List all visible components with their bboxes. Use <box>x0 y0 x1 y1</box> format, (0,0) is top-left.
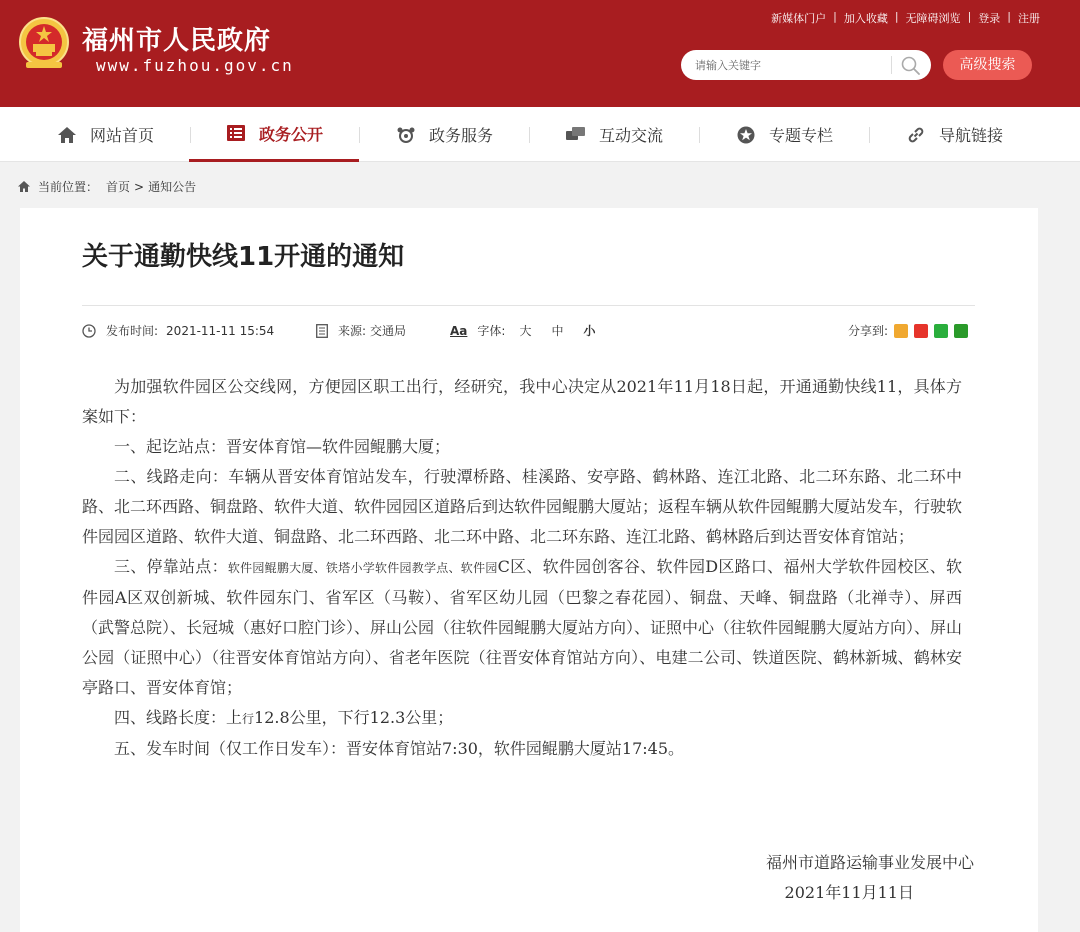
home-icon <box>18 181 30 192</box>
star-icon <box>735 126 757 144</box>
paragraph-route: 二、线路走向：车辆从晋安体育馆站发车，行驶潭桥路、桂溪路、安亭路、鹤林路、连江北路、北二环东路、北二环中路、北二环西路、铜盘路、软件大道、软件园园区道路后到达软件园鲲鹏大厦站；返程车辆从软件园鲲鹏大厦站发车，行驶软件园园区道路、软件大道、铜盘路、北二环西路、北二环中路、北二环东路、连江北路、鹤林路后到达晋安体育馆站； <box>82 467 963 546</box>
signature-date: 2021年11月11日 <box>784 883 914 902</box>
advanced-search-button[interactable]: 高级搜索 <box>943 50 1032 80</box>
share-bar: 分享到: <box>848 322 968 339</box>
main-nav <box>0 107 1080 162</box>
breadcrumb <box>18 178 196 195</box>
source-value: 交通局 <box>370 324 407 338</box>
clock-icon <box>82 324 96 338</box>
search-box <box>681 50 931 80</box>
nav-item-home[interactable] <box>20 107 190 162</box>
nav-item-government-service[interactable] <box>359 107 529 162</box>
breadcrumb-separator: > <box>134 179 145 194</box>
document-icon <box>316 324 328 338</box>
douban-share-icon[interactable] <box>954 324 968 338</box>
signature-org: 福州市道路运输事业发展中心 <box>765 853 974 872</box>
paragraph-intro: 为加强软件园区公交线网，方便园区职工出行，经研究，我中心决定从2021年11月18日起，开通通勤快线11，具体方案如下： <box>82 377 962 426</box>
wechat-share-icon[interactable] <box>934 324 948 338</box>
signature <box>766 848 974 908</box>
nav-item-special-topics[interactable] <box>699 107 869 162</box>
site-header <box>0 0 1080 107</box>
article-title: 关于通勤快线11开通的通知 <box>82 242 405 272</box>
qzone-share-icon[interactable] <box>894 324 908 338</box>
national-emblem-icon <box>18 16 70 72</box>
font-size-medium[interactable]: 中 <box>551 324 564 338</box>
search-icon[interactable] <box>900 55 922 75</box>
list-icon <box>225 124 247 142</box>
paragraph-schedule: 五、发车时间（仅工作日发车）：晋安体育馆站7:30，软件园鲲鹏大厦站17:45。 <box>114 739 685 758</box>
chat-icon <box>565 126 587 144</box>
nav-label: 导航链接 <box>938 126 1003 145</box>
nav-label: 专题专栏 <box>768 126 833 145</box>
breadcrumb-home[interactable]: 首页 <box>106 180 131 194</box>
publish-time: 发布时间: 2021-11-11 15:54 <box>82 322 274 339</box>
top-link-register[interactable]: 注册 <box>1018 12 1040 25</box>
nav-label: 互动交流 <box>598 126 663 145</box>
article-source: 来源: 交通局 <box>316 322 406 339</box>
top-link-accessibility[interactable]: 无障碍浏览 <box>905 12 961 25</box>
link-icon <box>905 126 927 144</box>
service-icon <box>395 126 417 144</box>
title-divider <box>82 305 975 306</box>
search-input[interactable] <box>695 55 885 75</box>
paragraph-length: 四、线路长度：上行12.8公里，下行12.3公里； <box>114 708 454 727</box>
nav-item-interaction[interactable] <box>529 107 699 162</box>
top-link-favorite[interactable]: 加入收藏 <box>843 12 888 25</box>
font-icon: Aa <box>450 323 468 338</box>
weibo-share-icon[interactable] <box>914 324 928 338</box>
font-size-small[interactable]: 小 <box>583 324 596 338</box>
top-link-login[interactable]: 登录 <box>978 12 1001 25</box>
paragraph-terminals: 一、起讫站点：晋安体育馆—软件园鲲鹏大厦； <box>114 437 451 456</box>
breadcrumb-prefix: 当前位置： <box>38 180 99 194</box>
top-link-media[interactable]: 新媒体门户 <box>771 12 827 25</box>
article-body <box>82 372 962 764</box>
nav-label: 网站首页 <box>89 126 154 145</box>
font-size-large[interactable]: 大 <box>519 324 532 338</box>
article-card <box>20 208 1038 932</box>
nav-item-government-affairs[interactable] <box>189 107 359 162</box>
publish-time-value: 2021-11-11 15:54 <box>166 323 275 338</box>
site-url: www.fuzhou.gov.cn <box>96 56 294 75</box>
top-links: 新媒体门户 | 加入收藏 | 无障碍浏览 | 登录 | 注册 <box>771 10 1040 25</box>
site-title: 福州市人民政府 <box>82 26 272 56</box>
home-icon <box>56 126 78 144</box>
nav-label: 政务公开 <box>258 124 323 144</box>
paragraph-stops: 三、停靠站点：软件园鲲鹏大厦、铁塔小学软件园教学点、软件园C区、软件园创客谷、软件园D区路口、福州大学软件园校区、软件园A区双创新城、软件园东门、省军区（马鞍）、省军区幼儿园（巴黎之春花园）、铜盘、天峰、铜盘路（北禅寺）、屏西（武警总院）、长冠城（惠好口腔门诊）、屏山公园（往软件园鲲鹏大厦站方向）、证照中心（往软件园鲲鹏大厦站方向）、屏山公园（证照中心）（往晋安体育馆站方向）、省老年医院（往晋安体育馆站方向）、电建二公司、铁道医院、鹤林新城、鹤林安亭路口、晋安体育馆； <box>82 557 963 697</box>
nav-item-navigation-links[interactable] <box>869 107 1039 162</box>
font-size-control: Aa 字体: 大 中 小 <box>450 323 596 338</box>
nav-label: 政务服务 <box>428 126 493 145</box>
breadcrumb-notices[interactable]: 通知公告 <box>148 180 197 194</box>
